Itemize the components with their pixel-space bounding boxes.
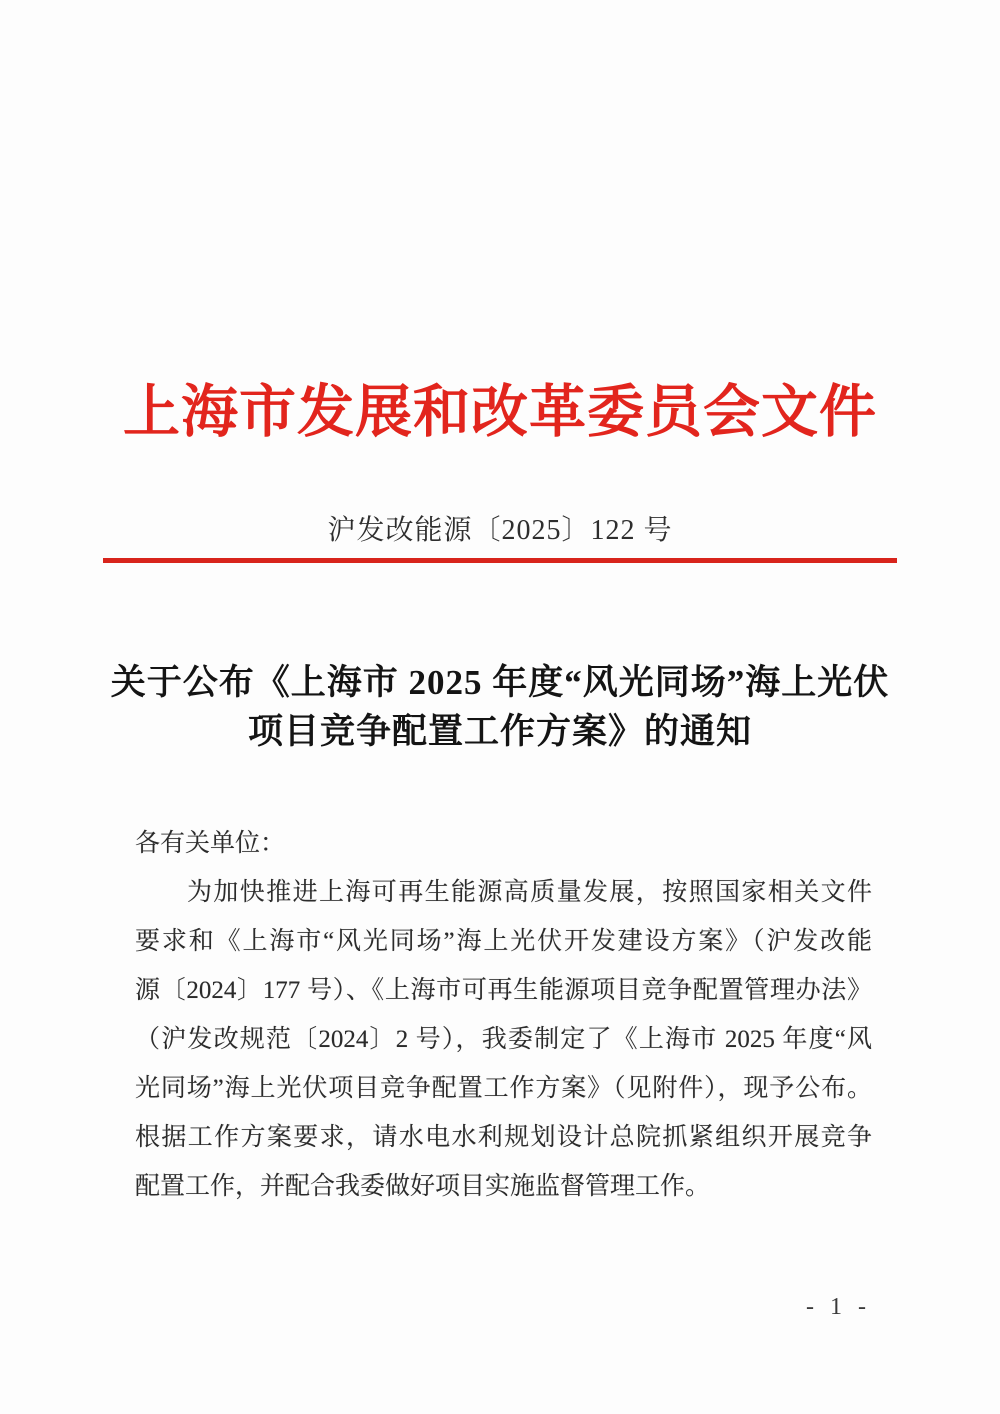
- body-line: 配置工作，并配合我委做好项目实施监督管理工作。: [135, 1173, 711, 1200]
- salutation: 各有关单位：: [135, 830, 286, 857]
- document-body: [135, 819, 872, 1211]
- document-title-line2: 项目竞争配置工作方案》的通知: [247, 712, 752, 751]
- body-line: （沪发改规范〔2024〕2 号），我委制定了《上海市 2025 年度“风: [135, 1026, 872, 1053]
- red-divider-line: [103, 558, 897, 563]
- body-line: 为加快推进上海可再生能源高质量发展，按照国家相关文件: [187, 879, 872, 906]
- page-number: - 1 -: [806, 1294, 871, 1320]
- document-reference-number: 沪发改能源〔2025〕122 号: [327, 515, 673, 546]
- document-title: [0, 658, 1000, 756]
- document-title-line1: 关于公布《上海市 2025 年度“风光同场”海上光伏: [110, 663, 890, 702]
- body-line: 源〔2024〕177 号）、《上海市可再生能源项目竞争配置管理办法》: [135, 977, 872, 1004]
- body-line: 根据工作方案要求，请水电水利规划设计总院抓紧组织开展竞争: [135, 1124, 872, 1151]
- body-line: 光同场”海上光伏项目竞争配置工作方案》（见附件），现予公布。: [135, 1075, 872, 1102]
- body-line: 要求和《上海市“风光同场”海上光伏开发建设方案》（沪发改能: [135, 928, 872, 955]
- agency-header-title: 上海市发展和改革委员会文件: [123, 381, 877, 444]
